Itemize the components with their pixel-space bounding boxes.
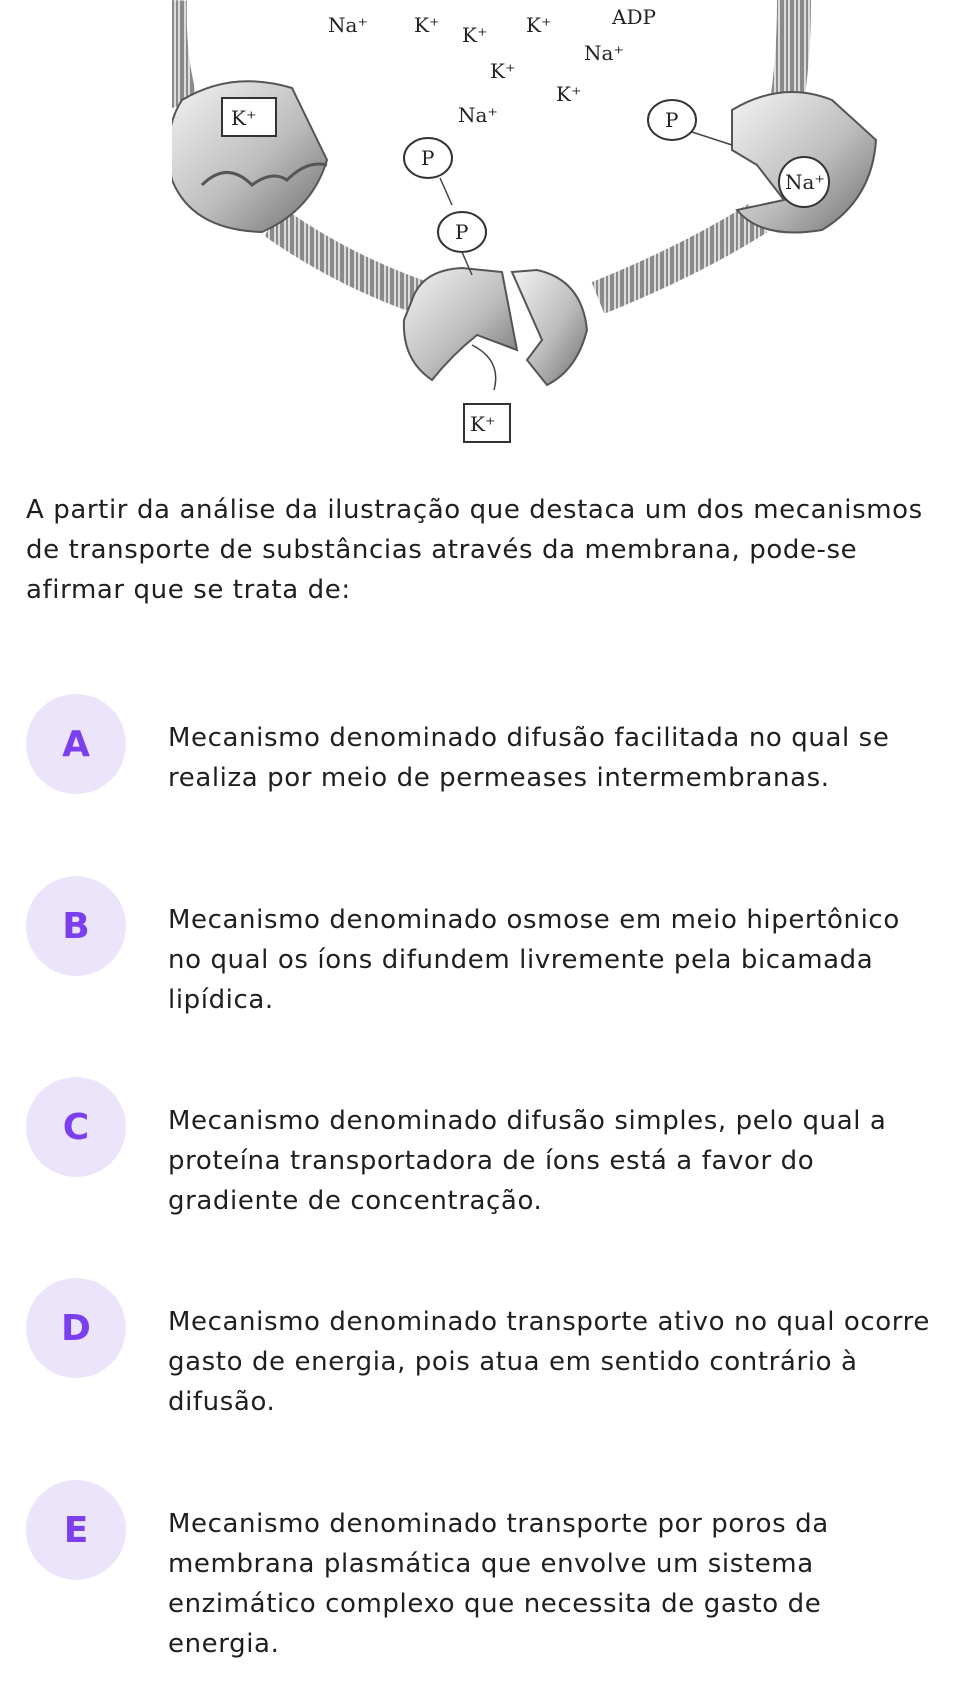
na-ion-bound-label: Na⁺	[785, 170, 825, 194]
ion-label: ADP	[612, 5, 656, 29]
option-text[interactable]: Mecanismo denominado transporte por poros da membrana plasmática que envolve um sistema enzimático complexo que necessita de gasto de energia.	[168, 1509, 829, 1659]
ion-label: Na⁺	[584, 41, 624, 65]
option-text[interactable]: Mecanismo denominado difusão facilitada no qual se realiza por meio de permeases intermembranas.	[168, 723, 890, 793]
option-letter-badge[interactable]: A	[26, 694, 126, 794]
ion-label: K⁺	[556, 82, 582, 106]
option-letter-badge[interactable]: C	[26, 1077, 126, 1177]
ion-label: K⁺	[490, 59, 516, 83]
ion-label: K⁺	[414, 13, 440, 37]
phosphate-middle-label: P	[455, 220, 469, 244]
ion-label: Na⁺	[328, 13, 368, 37]
membrane-transport-illustration	[172, 0, 928, 466]
phosphate-right-label: P	[665, 108, 679, 132]
k-ion-bottom-label: K⁺	[470, 412, 496, 436]
question-text: A partir da análise da ilustração que destaca um dos mecanismos de transporte de substâncias através da membrana, pode-se afirmar que se trata de:	[26, 495, 923, 605]
option-letter-badge[interactable]: E	[26, 1480, 126, 1580]
option-text[interactable]: Mecanismo denominado difusão simples, pelo qual a proteína transportadora de íons está a favor do gradiente de concentração.	[168, 1106, 887, 1216]
ion-labels	[328, 5, 656, 127]
ion-label: K⁺	[462, 23, 488, 47]
option-text[interactable]: Mecanismo denominado transporte ativo no qual ocorre gasto de energia, pois atua em sentido contrário à difusão.	[168, 1307, 930, 1417]
ion-label: Na⁺	[458, 103, 498, 127]
ion-label: K⁺	[526, 13, 552, 37]
option-letter-badge[interactable]: D	[26, 1278, 126, 1378]
k-ion-left-label: K⁺	[231, 106, 257, 130]
pump-protein-bottom	[404, 268, 587, 390]
option-letter-badge[interactable]: B	[26, 876, 126, 976]
option-text[interactable]: Mecanismo denominado osmose em meio hipertônico no qual os íons difundem livremente pela bicamada lipídica.	[168, 905, 900, 1015]
phosphate-top-label: P	[421, 146, 435, 170]
